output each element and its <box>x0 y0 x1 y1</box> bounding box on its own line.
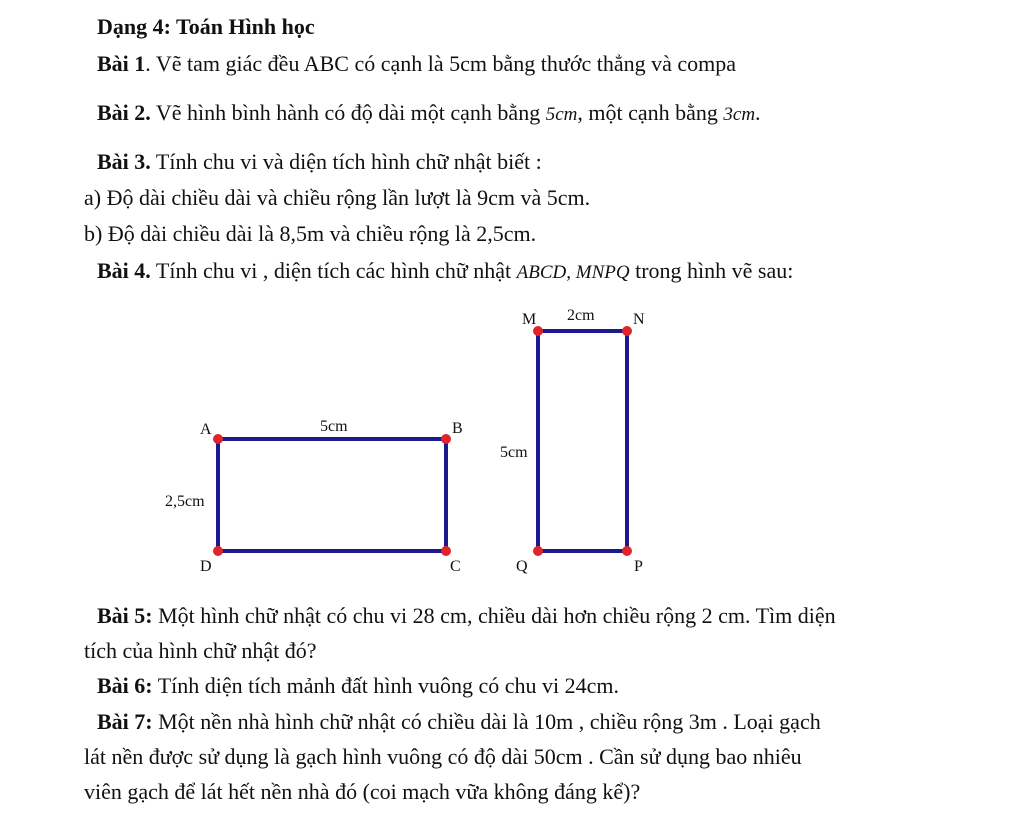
exercise-2-label: Bài 2. <box>97 100 151 125</box>
exercise-6-label: Bài 6: <box>97 673 153 698</box>
point-n <box>622 326 632 336</box>
rect-abcd-side-length: 2,5cm <box>165 493 205 510</box>
exercise-5-cont <box>84 638 316 664</box>
exercise-4-label: Bài 4. <box>97 258 151 283</box>
exercise-2-text-b: , một cạnh bằng <box>577 100 724 125</box>
exercise-4-text-b: trong hình vẽ sau: <box>629 258 794 283</box>
exercise-7-cont-2 <box>84 779 640 805</box>
exercise-3-label: Bài 3. <box>97 149 151 174</box>
exercise-7 <box>97 709 821 735</box>
exercise-5-text-2: tích của hình chữ nhật đó? <box>84 638 317 663</box>
exercise-2-text-a: Vẽ hình bình hành có độ dài một cạnh bằng <box>150 100 546 125</box>
exercise-6-text: Tính diện tích mảnh đất hình vuông có chu vi 24cm. <box>152 673 620 698</box>
exercise-3b-text: b) Độ dài chiều dài là 8,5m và chiều rộng là 2,5cm. <box>84 221 537 246</box>
label-d: D <box>200 558 212 575</box>
exercise-1-text: . Vẽ tam giác đều ABC có cạnh là 5cm bằng thước thẳng và compa <box>145 51 736 76</box>
exercise-7-text-2: lát nền được sử dụng là gạch hình vuông có độ dài 50cm . Cần sử dụng bao nhiêu <box>84 744 802 769</box>
exercise-5 <box>97 603 836 629</box>
rect-abcd-top-length: 5cm <box>320 418 348 435</box>
point-a <box>213 434 223 444</box>
exercise-1-label: Bài 1 <box>97 51 146 76</box>
heading-text: Dạng 4: Toán Hình học <box>97 14 315 39</box>
point-c <box>441 546 451 556</box>
exercise-5-label: Bài 5: <box>97 603 153 628</box>
label-a: A <box>200 421 212 438</box>
label-p: P <box>634 558 643 575</box>
rect-mnpq-side-length: 5cm <box>500 444 528 461</box>
rect-abcd <box>218 439 446 551</box>
label-c: C <box>450 558 461 575</box>
exercise-7-cont-1 <box>84 744 802 770</box>
exercise-5-text: Một hình chữ nhật có chu vi 28 cm, chiều dài hơn chiều rộng 2 cm. Tìm diện <box>152 603 836 628</box>
exercise-7-text: Một nền nhà hình chữ nhật có chiều dài là 10m , chiều rộng 3m . Loại gạch <box>152 709 821 734</box>
label-n: N <box>633 311 645 328</box>
exercise-3-text: Tính chu vi và diện tích hình chữ nhật biết : <box>150 149 542 174</box>
exercise-2-length-2: 3cm <box>723 104 756 125</box>
label-m: M <box>522 311 537 328</box>
exercise-4-rect-names: ABCD, MNPQ <box>516 262 630 283</box>
label-b: B <box>452 420 463 437</box>
point-q <box>533 546 543 556</box>
point-p <box>622 546 632 556</box>
exercise-3a-text: a) Độ dài chiều dài và chiều rộng lần lượt là 9cm và 5cm. <box>84 185 591 210</box>
exercise-2-length-1: 5cm <box>545 104 578 125</box>
point-d <box>213 546 223 556</box>
exercise-7-text-3: viên gạch để lát hết nền nhà đó (coi mạch vữa không đáng kể)? <box>84 779 641 804</box>
label-q: Q <box>516 558 528 575</box>
exercise-2-text-c: . <box>755 100 761 125</box>
exercise-4-text-a: Tính chu vi , diện tích các hình chữ nhật <box>150 258 517 283</box>
rect-mnpq <box>538 331 627 551</box>
point-b <box>441 434 451 444</box>
exercise-7-label: Bài 7: <box>97 709 153 734</box>
exercise-6 <box>97 673 619 699</box>
rect-mnpq-top-length: 2cm <box>567 307 595 324</box>
